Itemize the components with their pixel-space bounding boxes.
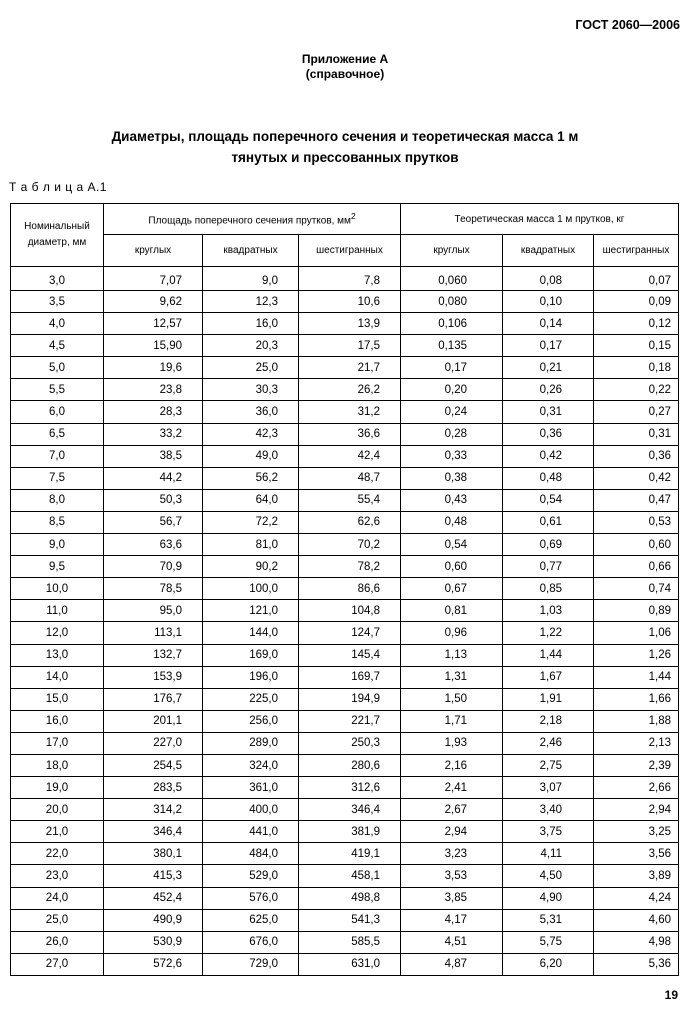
table-row [11,313,679,335]
cell-diameter: 11,0 [11,600,104,622]
cell-area-square: 56,2 [203,467,299,489]
cell-area-hexagonal: 86,6 [299,578,401,600]
cell-area-square: 729,0 [203,953,299,975]
cell-area-hexagonal: 124,7 [299,622,401,644]
cell-diameter: 3,0 [11,267,104,291]
cell-mass-round: 0,060 [401,267,503,291]
cell-mass-hexagonal: 3,56 [594,843,679,865]
cell-mass-hexagonal: 2,94 [594,799,679,821]
cell-mass-round: 0,96 [401,622,503,644]
table-row [11,644,679,666]
cell-area-square: 324,0 [203,754,299,776]
cell-area-square: 289,0 [203,732,299,754]
cell-mass-hexagonal: 0,66 [594,556,679,578]
cell-mass-square: 0,85 [503,578,594,600]
cell-area-round: 283,5 [104,777,203,799]
cell-diameter: 8,5 [11,511,104,533]
title-line-2: тянутых и прессованных прутков [231,150,459,165]
cell-area-round: 33,2 [104,423,203,445]
cell-area-square: 64,0 [203,489,299,511]
table-row [11,887,679,909]
cell-mass-hexagonal: 0,07 [594,267,679,291]
cell-area-hexagonal: 585,5 [299,931,401,953]
cell-area-round: 44,2 [104,467,203,489]
cell-diameter: 7,5 [11,467,104,489]
cell-diameter: 6,0 [11,401,104,423]
cell-area-round: 7,07 [104,267,203,291]
cell-area-round: 23,8 [104,379,203,401]
table-row [11,821,679,843]
cell-mass-hexagonal: 2,13 [594,732,679,754]
cell-mass-round: 0,60 [401,556,503,578]
cell-mass-square: 0,42 [503,445,594,467]
cell-area-hexagonal: 221,7 [299,710,401,732]
table-body [11,267,679,976]
cell-mass-hexagonal: 4,60 [594,909,679,931]
cell-mass-hexagonal: 0,18 [594,357,679,379]
cell-area-hexagonal: 280,6 [299,754,401,776]
cell-mass-hexagonal: 0,12 [594,313,679,335]
cell-diameter: 10,0 [11,578,104,600]
cell-area-round: 113,1 [104,622,203,644]
table-row [11,335,679,357]
cell-diameter: 23,0 [11,865,104,887]
cell-area-square: 144,0 [203,622,299,644]
cell-area-square: 576,0 [203,887,299,909]
cell-area-round: 70,9 [104,556,203,578]
cell-diameter: 17,0 [11,732,104,754]
cell-area-round: 153,9 [104,666,203,688]
cell-mass-round: 0,24 [401,401,503,423]
cell-mass-hexagonal: 3,25 [594,821,679,843]
table-row [11,534,679,556]
cell-area-square: 72,2 [203,511,299,533]
cell-mass-hexagonal: 0,42 [594,467,679,489]
page-number: 19 [664,988,678,1002]
corner-line-1: Номинальный [24,221,90,232]
cell-area-round: 254,5 [104,754,203,776]
cell-mass-hexagonal: 0,31 [594,423,679,445]
cell-mass-round: 0,106 [401,313,503,335]
table-row [11,511,679,533]
cell-area-hexagonal: 194,9 [299,688,401,710]
cell-mass-round: 3,85 [401,887,503,909]
cell-diameter: 12,0 [11,622,104,644]
cell-mass-round: 0,28 [401,423,503,445]
header-nominal-diameter [11,204,104,267]
cell-mass-square: 1,22 [503,622,594,644]
group1-superscript: 2 [350,211,356,222]
title-line-1: Диаметры, площадь поперечного сечения и теоретическая масса 1 м [111,129,579,144]
cell-mass-round: 0,135 [401,335,503,357]
cell-area-hexagonal: 13,9 [299,313,401,335]
table-row [11,622,679,644]
cell-mass-square: 3,40 [503,799,594,821]
cell-diameter: 9,5 [11,556,104,578]
table-row [11,732,679,754]
cell-mass-hexagonal: 0,09 [594,291,679,313]
cell-area-hexagonal: 36,6 [299,423,401,445]
cell-area-square: 225,0 [203,688,299,710]
table-row [11,357,679,379]
cell-mass-square: 0,36 [503,423,594,445]
cell-mass-hexagonal: 1,06 [594,622,679,644]
cell-mass-round: 2,41 [401,777,503,799]
cell-area-hexagonal: 17,5 [299,335,401,357]
cell-mass-square: 0,77 [503,556,594,578]
cell-mass-hexagonal: 1,44 [594,666,679,688]
cell-diameter: 25,0 [11,909,104,931]
data-table [10,203,679,976]
cell-mass-round: 0,38 [401,467,503,489]
cell-area-round: 78,5 [104,578,203,600]
cell-mass-round: 4,17 [401,909,503,931]
standard-designation: ГОСТ 2060—2006 [575,18,680,32]
cell-mass-round: 4,51 [401,931,503,953]
table-row [11,865,679,887]
cell-mass-hexagonal: 0,27 [594,401,679,423]
cell-mass-hexagonal: 4,98 [594,931,679,953]
cell-diameter: 9,0 [11,534,104,556]
table-row [11,777,679,799]
cell-mass-round: 1,50 [401,688,503,710]
cell-mass-hexagonal: 1,88 [594,710,679,732]
cell-mass-round: 0,81 [401,600,503,622]
cell-mass-square: 0,21 [503,357,594,379]
cell-mass-square: 6,20 [503,953,594,975]
cell-mass-hexagonal: 0,47 [594,489,679,511]
cell-diameter: 22,0 [11,843,104,865]
cell-area-square: 16,0 [203,313,299,335]
table-row [11,688,679,710]
table-row [11,445,679,467]
cell-mass-square: 4,11 [503,843,594,865]
cell-area-hexagonal: 498,8 [299,887,401,909]
cell-area-square: 30,3 [203,379,299,401]
cell-area-square: 676,0 [203,931,299,953]
cell-mass-square: 5,31 [503,909,594,931]
cell-area-square: 81,0 [203,534,299,556]
cell-area-round: 415,3 [104,865,203,887]
table-row [11,379,679,401]
cell-area-round: 314,2 [104,799,203,821]
corner-line-2: диаметр, мм [27,237,87,248]
cell-area-square: 484,0 [203,843,299,865]
subheader-mass-square: квадратных [503,235,594,267]
cell-mass-square: 0,14 [503,313,594,335]
cell-area-hexagonal: 250,3 [299,732,401,754]
cell-mass-square: 0,31 [503,401,594,423]
cell-mass-hexagonal: 2,39 [594,754,679,776]
cell-mass-square: 1,67 [503,666,594,688]
cell-area-round: 452,4 [104,887,203,909]
header-theoretical-mass: Теоретическая масса 1 м прутков, кг [401,204,679,235]
table-row [11,953,679,975]
cell-area-square: 20,3 [203,335,299,357]
cell-mass-square: 5,75 [503,931,594,953]
cell-mass-round: 0,48 [401,511,503,533]
cell-mass-round: 1,13 [401,644,503,666]
cell-mass-round: 3,23 [401,843,503,865]
cell-area-square: 36,0 [203,401,299,423]
cell-area-round: 63,6 [104,534,203,556]
cell-diameter: 19,0 [11,777,104,799]
cell-diameter: 6,5 [11,423,104,445]
cell-mass-hexagonal: 0,74 [594,578,679,600]
cell-area-round: 50,3 [104,489,203,511]
cell-area-round: 28,3 [104,401,203,423]
cell-mass-hexagonal: 5,36 [594,953,679,975]
cell-area-square: 196,0 [203,666,299,688]
cell-area-square: 100,0 [203,578,299,600]
table-row [11,267,679,291]
cell-area-hexagonal: 62,6 [299,511,401,533]
cell-mass-hexagonal: 0,36 [594,445,679,467]
cell-mass-square: 4,50 [503,865,594,887]
table-row [11,423,679,445]
cell-area-round: 380,1 [104,843,203,865]
group1-text: Площадь поперечного сечения прутков, мм [148,215,351,227]
subheader-mass-hexagonal: шестигранных [594,235,679,267]
cell-mass-square: 0,48 [503,467,594,489]
cell-area-hexagonal: 7,8 [299,267,401,291]
cell-area-square: 12,3 [203,291,299,313]
cell-mass-round: 0,33 [401,445,503,467]
cell-mass-round: 0,54 [401,534,503,556]
cell-mass-square: 4,90 [503,887,594,909]
cell-diameter: 5,5 [11,379,104,401]
cell-area-hexagonal: 21,7 [299,357,401,379]
table-row [11,666,679,688]
cell-area-round: 9,62 [104,291,203,313]
cell-area-hexagonal: 145,4 [299,644,401,666]
cell-area-square: 169,0 [203,644,299,666]
cell-area-round: 12,57 [104,313,203,335]
table-row [11,931,679,953]
cell-diameter: 21,0 [11,821,104,843]
cell-mass-square: 3,75 [503,821,594,843]
cell-mass-hexagonal: 1,66 [594,688,679,710]
cell-mass-square: 0,26 [503,379,594,401]
cell-area-hexagonal: 381,9 [299,821,401,843]
cell-area-square: 256,0 [203,710,299,732]
cell-mass-square: 2,18 [503,710,594,732]
cell-area-square: 529,0 [203,865,299,887]
subheader-mass-round: круглых [401,235,503,267]
cell-area-square: 90,2 [203,556,299,578]
cell-area-hexagonal: 104,8 [299,600,401,622]
cell-mass-hexagonal: 0,53 [594,511,679,533]
cell-area-round: 38,5 [104,445,203,467]
cell-mass-square: 0,61 [503,511,594,533]
cell-area-square: 121,0 [203,600,299,622]
cell-area-square: 625,0 [203,909,299,931]
table-row [11,754,679,776]
cell-diameter: 5,0 [11,357,104,379]
cell-mass-hexagonal: 0,60 [594,534,679,556]
cell-area-round: 572,6 [104,953,203,975]
cell-area-hexagonal: 55,4 [299,489,401,511]
cell-mass-square: 2,75 [503,754,594,776]
cell-diameter: 8,0 [11,489,104,511]
cell-area-hexagonal: 31,2 [299,401,401,423]
subheader-area-hexagonal: шестигранных [299,235,401,267]
table-row [11,578,679,600]
cell-mass-hexagonal: 0,89 [594,600,679,622]
cell-diameter: 27,0 [11,953,104,975]
cell-mass-round: 0,43 [401,489,503,511]
subheader-area-square: квадратных [203,235,299,267]
cell-area-hexagonal: 458,1 [299,865,401,887]
cell-area-round: 95,0 [104,600,203,622]
cell-diameter: 18,0 [11,754,104,776]
cell-diameter: 20,0 [11,799,104,821]
cell-diameter: 4,0 [11,313,104,335]
table-row [11,556,679,578]
cell-area-round: 132,7 [104,644,203,666]
cell-area-square: 361,0 [203,777,299,799]
cell-mass-round: 0,17 [401,357,503,379]
cell-area-round: 15,90 [104,335,203,357]
cell-mass-square: 2,46 [503,732,594,754]
cell-mass-hexagonal: 4,24 [594,887,679,909]
cell-mass-square: 1,44 [503,644,594,666]
cell-diameter: 13,0 [11,644,104,666]
cell-area-round: 346,4 [104,821,203,843]
table-row [11,291,679,313]
table-label: Т а б л и ц а А.1 [9,180,107,194]
cell-area-hexagonal: 78,2 [299,556,401,578]
cell-area-round: 490,9 [104,909,203,931]
cell-mass-round: 4,87 [401,953,503,975]
appendix-status: (справочное) [305,67,385,81]
cell-mass-hexagonal: 3,89 [594,865,679,887]
cell-area-round: 227,0 [104,732,203,754]
cell-diameter: 16,0 [11,710,104,732]
cell-area-hexagonal: 631,0 [299,953,401,975]
cell-area-hexagonal: 70,2 [299,534,401,556]
cell-diameter: 7,0 [11,445,104,467]
cell-mass-round: 2,16 [401,754,503,776]
table-row [11,489,679,511]
table-row [11,799,679,821]
cell-mass-round: 0,67 [401,578,503,600]
header-cross-section-area [104,204,401,235]
cell-area-square: 25,0 [203,357,299,379]
cell-mass-round: 2,94 [401,821,503,843]
cell-mass-square: 0,69 [503,534,594,556]
cell-mass-round: 0,080 [401,291,503,313]
document-title [0,126,690,168]
cell-mass-hexagonal: 2,66 [594,777,679,799]
cell-mass-round: 2,67 [401,799,503,821]
table-row [11,467,679,489]
subheader-area-round: круглых [104,235,203,267]
cell-diameter: 3,5 [11,291,104,313]
cell-area-hexagonal: 541,3 [299,909,401,931]
cell-mass-round: 3,53 [401,865,503,887]
cell-area-square: 42,3 [203,423,299,445]
cell-mass-square: 0,17 [503,335,594,357]
cell-mass-square: 1,03 [503,600,594,622]
cell-area-round: 56,7 [104,511,203,533]
cell-area-square: 441,0 [203,821,299,843]
cell-mass-square: 0,54 [503,489,594,511]
cell-area-round: 530,9 [104,931,203,953]
cell-area-hexagonal: 42,4 [299,445,401,467]
cell-mass-hexagonal: 1,26 [594,644,679,666]
cell-area-round: 176,7 [104,688,203,710]
cell-mass-round: 0,20 [401,379,503,401]
cell-mass-square: 1,91 [503,688,594,710]
cell-diameter: 15,0 [11,688,104,710]
table-row [11,843,679,865]
cell-area-square: 9,0 [203,267,299,291]
cell-mass-round: 1,93 [401,732,503,754]
cell-area-hexagonal: 10,6 [299,291,401,313]
cell-area-hexagonal: 346,4 [299,799,401,821]
cell-mass-round: 1,31 [401,666,503,688]
cell-area-hexagonal: 26,2 [299,379,401,401]
cell-mass-square: 0,08 [503,267,594,291]
table-row [11,600,679,622]
cell-area-hexagonal: 419,1 [299,843,401,865]
cell-mass-hexagonal: 0,15 [594,335,679,357]
cell-diameter: 14,0 [11,666,104,688]
table-row [11,401,679,423]
cell-area-square: 49,0 [203,445,299,467]
cell-mass-hexagonal: 0,22 [594,379,679,401]
table-row [11,710,679,732]
cell-area-round: 201,1 [104,710,203,732]
cell-area-square: 400,0 [203,799,299,821]
cell-area-hexagonal: 312,6 [299,777,401,799]
cell-mass-round: 1,71 [401,710,503,732]
cell-area-hexagonal: 48,7 [299,467,401,489]
cell-diameter: 4,5 [11,335,104,357]
cell-mass-square: 3,07 [503,777,594,799]
cell-area-hexagonal: 169,7 [299,666,401,688]
cell-area-round: 19,6 [104,357,203,379]
cell-diameter: 26,0 [11,931,104,953]
cell-mass-square: 0,10 [503,291,594,313]
appendix-heading [0,52,690,82]
appendix-title: Приложение А [301,52,389,66]
cell-diameter: 24,0 [11,887,104,909]
table-row [11,909,679,931]
